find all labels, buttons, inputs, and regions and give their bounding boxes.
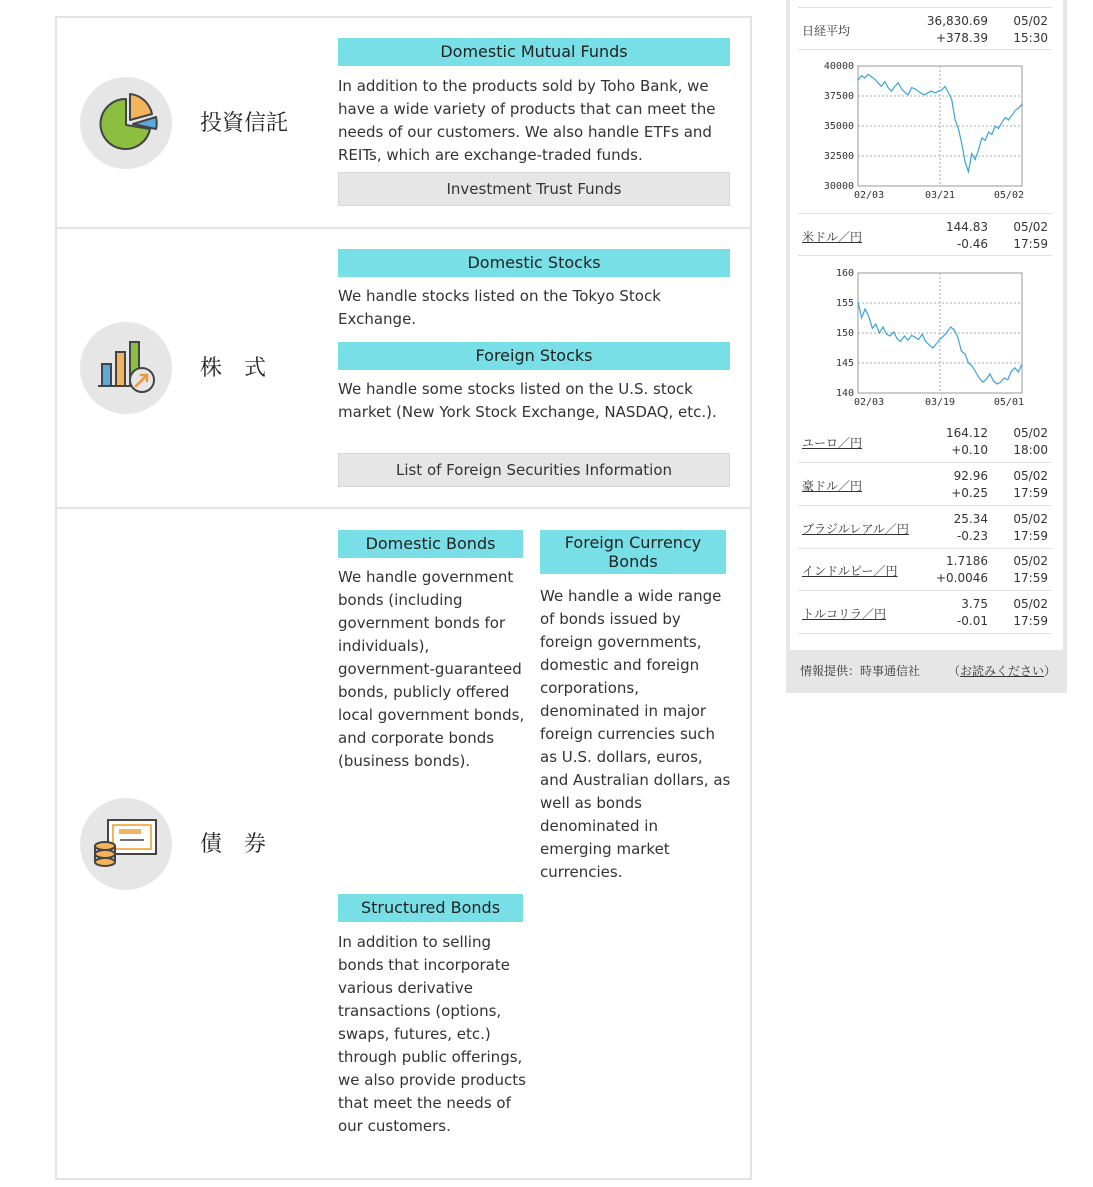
read-notice-link-text[interactable]: お読みください bbox=[960, 664, 1045, 678]
structured-bonds-text: In addition to selling bonds that incorporate various derivative transactions (options, swaps, futures, etc.) through public offerings, we also provide products that meet the needs of our customers. bbox=[338, 933, 526, 1135]
quote-row-nikkei bbox=[798, 7, 1052, 50]
section-bonds bbox=[57, 509, 750, 1180]
foreign-stocks-heading: Foreign Stocks bbox=[338, 342, 730, 370]
x-tick-label: 02/03 bbox=[854, 190, 885, 201]
quote-change: -0.23 bbox=[956, 529, 988, 543]
product-panel bbox=[55, 16, 752, 1180]
quote-price: 3.75 bbox=[961, 597, 988, 611]
y-tick-label: 160 bbox=[835, 268, 854, 279]
quote-price: 1.7186 bbox=[946, 554, 988, 568]
x-tick-label: 05/02 bbox=[993, 190, 1024, 201]
data-provider-credit: 情報提供：時事通信社 bbox=[800, 664, 921, 678]
quote-timestamp bbox=[1013, 219, 1048, 253]
y-tick-label: 32500 bbox=[823, 151, 854, 162]
domestic-bonds-text: We handle government bonds (including government bonds for individuals), government-guaranteed bonds, publicly offered local government bonds, and corporate bonds (business bonds). bbox=[338, 568, 525, 770]
quote-timestamp bbox=[1013, 511, 1048, 545]
foreign-currency-bonds-heading: Foreign Currency Bonds bbox=[540, 530, 726, 574]
quote-name[interactable]: トルコリラ／円 bbox=[802, 607, 887, 621]
quote-change: +0.0046 bbox=[935, 571, 988, 585]
domestic-stocks-heading: Domestic Stocks bbox=[338, 249, 730, 277]
quote-name[interactable]: インドルピー／円 bbox=[802, 564, 898, 578]
bond-certificate-icon bbox=[80, 798, 172, 890]
quote-timestamp bbox=[1013, 553, 1048, 587]
x-tick-label: 03/19 bbox=[924, 397, 956, 408]
quote-row[interactable] bbox=[798, 591, 1052, 634]
y-tick-label: 30000 bbox=[823, 181, 854, 192]
quote-timestamp bbox=[1013, 468, 1048, 502]
quote-price: 164.12 bbox=[946, 426, 988, 440]
section-stocks bbox=[57, 229, 750, 509]
foreign-stocks-text: We handle some stocks listed on the U.S. stock market (New York Stock Exchange, NASDAQ, etc.). bbox=[338, 380, 717, 421]
market-info-list bbox=[790, 0, 1063, 650]
pie-chart-icon bbox=[80, 77, 172, 169]
quote-date: 05/02 bbox=[1013, 14, 1048, 28]
y-tick-label: 150 bbox=[835, 328, 854, 339]
bar-chart-icon bbox=[80, 322, 172, 414]
section-title: 投資信託 bbox=[200, 111, 289, 136]
quote-change: -0.46 bbox=[956, 237, 988, 251]
quote-value bbox=[927, 13, 988, 47]
quote-change: +378.39 bbox=[935, 31, 988, 45]
investment-trust-funds-button[interactable]: Investment Trust Funds bbox=[338, 172, 730, 206]
quote-time: 17:59 bbox=[1013, 614, 1048, 628]
y-tick-label: 145 bbox=[835, 358, 854, 369]
x-tick-label: 02/03 bbox=[854, 397, 885, 408]
quote-date: 05/02 bbox=[1013, 554, 1048, 568]
quote-value bbox=[954, 511, 988, 545]
y-tick-label: 37500 bbox=[823, 91, 854, 102]
quote-change: -0.01 bbox=[956, 614, 988, 628]
structured-bonds-heading: Structured Bonds bbox=[338, 894, 523, 922]
quote-name[interactable]: 米ドル／円 bbox=[802, 230, 863, 244]
foreign-securities-list-button[interactable]: List of Foreign Securities Information bbox=[338, 453, 730, 487]
quote-value bbox=[946, 425, 988, 459]
y-tick-label: 40000 bbox=[823, 61, 854, 72]
quote-time: 18:00 bbox=[1013, 443, 1048, 457]
y-tick-label: 140 bbox=[835, 388, 854, 399]
quote-date: 05/02 bbox=[1013, 426, 1048, 440]
quote-date: 05/02 bbox=[1013, 597, 1048, 611]
quote-time: 17:59 bbox=[1013, 237, 1048, 251]
quote-name[interactable]: 豪ドル／円 bbox=[802, 479, 863, 493]
quote-row[interactable] bbox=[798, 463, 1052, 506]
section-title: 株 式 bbox=[200, 356, 267, 381]
quote-change: +0.10 bbox=[951, 443, 988, 457]
domestic-stocks-text: We handle stocks listed on the Tokyo Stock Exchange. bbox=[338, 287, 661, 328]
quote-row[interactable] bbox=[798, 506, 1052, 549]
quote-price: 25.34 bbox=[953, 512, 988, 526]
quote-row-usdjpy[interactable] bbox=[798, 213, 1052, 256]
quote-price: 144.83 bbox=[946, 220, 988, 234]
quote-value bbox=[946, 219, 988, 253]
y-tick-label: 35000 bbox=[823, 121, 854, 132]
section-heading: Domestic Mutual Funds bbox=[338, 38, 730, 66]
x-tick-label: 03/21 bbox=[924, 190, 956, 201]
domestic-bonds-heading: Domestic Bonds bbox=[338, 530, 523, 558]
quote-name[interactable]: ユーロ／円 bbox=[802, 436, 863, 450]
quote-value bbox=[951, 468, 988, 502]
quote-value bbox=[957, 596, 988, 630]
quote-timestamp bbox=[1013, 425, 1048, 459]
quote-name: 日経平均 bbox=[802, 24, 851, 38]
usdjpy-chart bbox=[798, 263, 1052, 415]
market-info-sidebar bbox=[786, 0, 1067, 693]
nikkei-chart-svg bbox=[798, 56, 1052, 208]
quote-date: 05/02 bbox=[1013, 469, 1048, 483]
quote-row[interactable] bbox=[798, 420, 1052, 463]
quote-timestamp bbox=[1013, 13, 1048, 47]
quote-row[interactable] bbox=[798, 548, 1052, 591]
foreign-currency-bonds-text: We handle a wide range of bonds issued by foreign governments, domestic and foreign corporations, denominated in major foreign currencies such as U.S. dollars, euros, and Australian dollars, as well as bonds denominated in emerging market currencies. bbox=[540, 587, 731, 881]
usdjpy-chart-svg bbox=[798, 263, 1052, 415]
section-investment-trusts bbox=[57, 18, 750, 229]
quote-date: 05/02 bbox=[1013, 512, 1048, 526]
quote-price: 36,830.69 bbox=[926, 14, 988, 28]
quote-price: 92.96 bbox=[953, 469, 988, 483]
quote-time: 17:59 bbox=[1013, 486, 1048, 500]
read-notice-link[interactable]: （お読みください） bbox=[948, 664, 1057, 678]
quote-change: +0.25 bbox=[951, 486, 988, 500]
section-description: In addition to the products sold by Toho Bank, we have a wide variety of products that can meet the needs of our customers. We also handle ETFs and REITs, which are exchange-traded funds. bbox=[338, 77, 716, 164]
section-title: 債 券 bbox=[200, 832, 267, 857]
quote-date: 05/02 bbox=[1013, 220, 1048, 234]
quote-time: 17:59 bbox=[1013, 529, 1048, 543]
quote-timestamp bbox=[1013, 596, 1048, 630]
quote-time: 17:59 bbox=[1013, 571, 1048, 585]
x-tick-label: 05/01 bbox=[993, 397, 1024, 408]
quote-value bbox=[936, 553, 988, 587]
quote-name[interactable]: ブラジルレアル／円 bbox=[802, 522, 909, 536]
quote-time: 15:30 bbox=[1013, 31, 1048, 45]
y-tick-label: 155 bbox=[835, 298, 854, 309]
nikkei-chart bbox=[798, 56, 1052, 208]
